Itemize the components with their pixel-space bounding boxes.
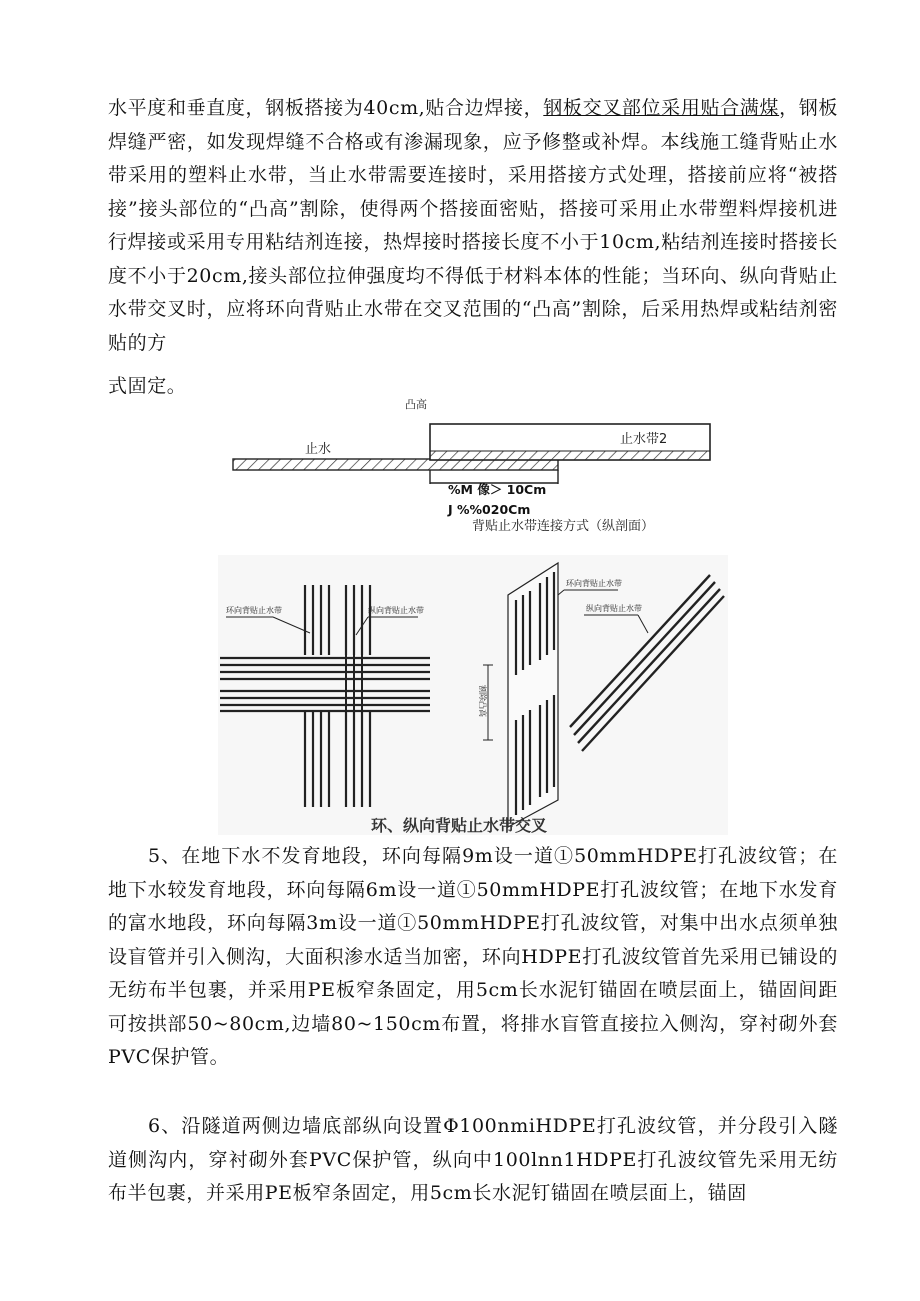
waterstop-band-2-hatch <box>430 451 710 460</box>
paragraph-5-drainage-pipes: 5、在地下水不发育地段，环向每隔9m设一道①50mmHDPE打孔波纹管；在地下水较发育地段，环向每隔6m设一道①50mmHDPE打孔波纹管；在地下水发育的富水地段，环向每隔3m设一道①50mmHDPE打孔波纹管，对集中出水点须单独设盲管并引入侧沟，大面积渗水适当加密，环向HDPE打孔波纹管首先采用已铺设的无纺布半包裹，并采用PE板窄条固定，用5cm长水泥钉锚固在喷层面上，锚固间距可按拱部50~80cm,边墙80~150cm布置，将排水盲管直接拉入侧沟，穿衬砌外套PVC保护管。 <box>108 845 838 1068</box>
label-long-waterstop: 纵向背贴止水带 <box>368 606 424 615</box>
figure2-caption: 环、纵向背贴止水带交叉 <box>371 816 548 835</box>
paragraph-6-longitudinal-pipes: 6、沿隧道两侧边墙底部纵向设置Φ100nmiHDPE打孔波纹管，并分段引入隧道侧沟内，穿衬砌外套PVC保护管，纵向中100lnn1HDPE打孔波纹管先采用无纺布半包裹，并采用PE板窄条固定，用5cm长水泥钉锚固在喷层面上，锚固 <box>108 1115 838 1204</box>
label-waterstop-1: 止水 <box>305 442 332 457</box>
label-cut-convex: 割除凸高 <box>478 685 487 717</box>
label-glue-length: J %%020Cm <box>448 502 531 517</box>
para1-text-a: 水平度和垂直度，钢板搭接为40cm,贴合边焊接， <box>108 97 544 119</box>
label-ring-waterstop: 环向背贴止水带 <box>226 606 282 615</box>
label-weld-length: %M 像＞ 10Cm <box>448 482 547 497</box>
label-convex: 凸高 <box>405 398 427 411</box>
lap-joint-diagram <box>230 396 715 538</box>
figure-lap-joint <box>230 396 715 538</box>
para1-underlined: 钢板交叉部位采用贴合满煤 <box>543 97 780 119</box>
label-long-waterstop-right: 纵向背贴止水带 <box>586 604 642 613</box>
waterstop-cross-diagram <box>218 555 728 835</box>
paragraph-waterstop-overlap <box>108 92 838 360</box>
figure1-caption: 背贴止水带连接方式（纵剖面） <box>472 519 655 534</box>
figure-waterstop-cross <box>218 555 728 835</box>
label-ring-waterstop-right: 环向背贴止水带 <box>566 579 622 588</box>
label-waterstop-2: 止水带2 <box>620 432 668 447</box>
para1-text-b: ，钢板焊缝严密，如发现焊缝不合格或有渗漏现象，应予修整或补焊。本线施工缝背贴止水带采用的塑料止水带，当止水带需要连接时，采用搭接方式处理，搭接前应将“被搭接”接头部位的“凸高”割除，使得两个搭接面密贴，搭接可采用止水带塑料焊接机进行焊接或采用专用粘结剂连接，热焊接时搭接长度不小于10cm,粘结剂连接时搭接长度不小于20cm,接头部位拉伸强度均不得低于材料本体的性能；当环向、纵向背贴止水带交叉时，应将环向背贴止水带在交叉范围的“凸高”割除，后采用热焊或粘结剂密贴的方 <box>108 97 838 354</box>
paragraph-tail: 式固定。 <box>108 375 187 397</box>
